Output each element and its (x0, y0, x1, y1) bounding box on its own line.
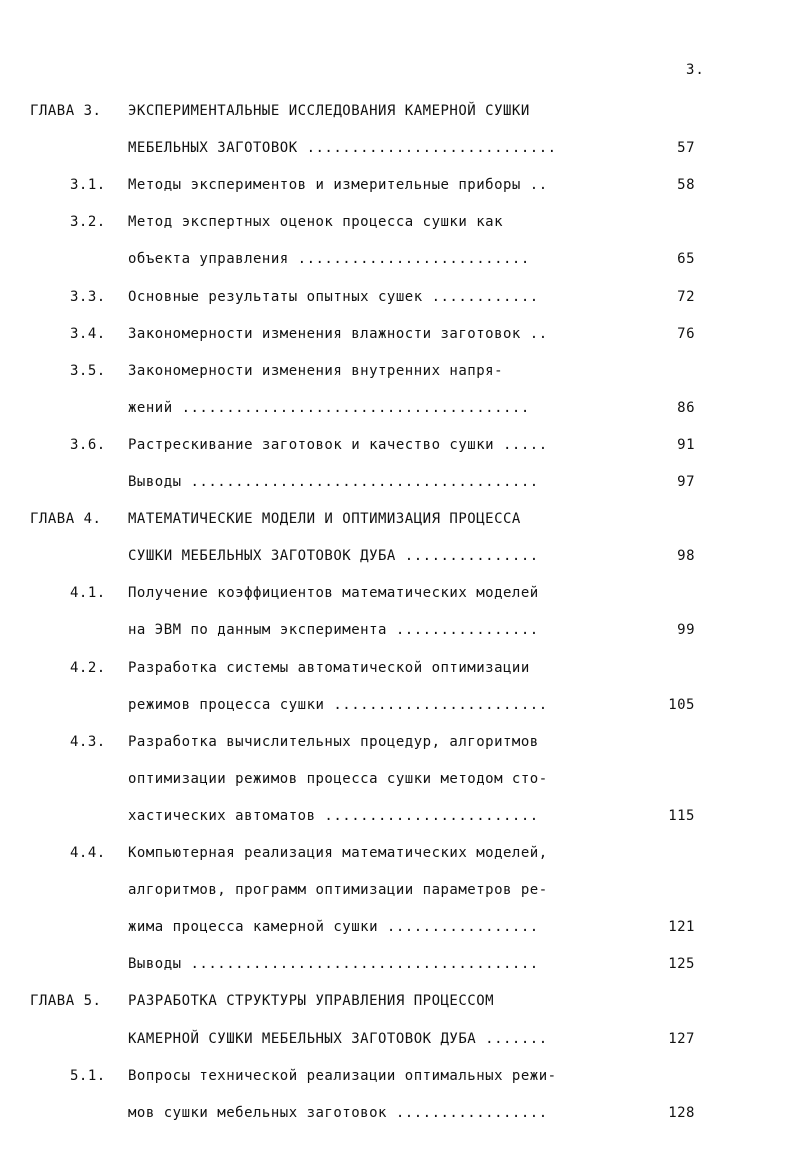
section-title: Закономерности изменения влажности заготовок .. (128, 325, 548, 342)
toc-continuation: Выводы ....................................... (128, 474, 539, 490)
section-title: Разработка вычислительных процедур, алгоритмов (128, 733, 539, 750)
toc-line (0, 101, 796, 121)
page-reference: 115 (668, 807, 695, 824)
page-reference: 97 (677, 474, 695, 490)
toc-line (0, 509, 796, 529)
toc-line (0, 695, 796, 715)
page-reference: 72 (677, 288, 695, 305)
toc-line (0, 769, 796, 789)
toc-line (0, 472, 796, 492)
section-number: 4.4. (70, 845, 106, 861)
toc-line (0, 324, 796, 344)
toc-line (0, 620, 796, 640)
toc-line (0, 843, 796, 863)
toc-line (0, 138, 796, 158)
toc-line (0, 212, 796, 232)
section-title: Вопросы технической реализации оптимальных режи- (128, 1067, 557, 1084)
section-number: 3.6. (70, 436, 106, 453)
section-title: Компьютерная реализация математических моделей, (128, 845, 548, 861)
toc-line (0, 287, 796, 307)
toc-continuation: хастических автоматов ........................ (128, 807, 539, 824)
toc-continuation: оптимизации режимов процесса сушки методом сто- (128, 770, 548, 787)
toc-line (0, 658, 796, 678)
page-reference: 98 (677, 548, 695, 565)
toc-line (0, 732, 796, 752)
page-reference: 65 (677, 251, 695, 268)
toc-continuation: алгоритмов, программ оптимизации параметров ре- (128, 882, 548, 899)
section-number: 4.1. (70, 585, 106, 602)
page-reference: 86 (677, 399, 695, 416)
toc-continuation: МЕБЕЛЬНЫХ ЗАГОТОВОК ............................ (128, 140, 557, 157)
toc-continuation: СУШКИ МЕБЕЛЬНЫХ ЗАГОТОВОК ДУБА ............... (128, 548, 539, 565)
chapter-title: РАЗРАБОТКА СТРУКТУРЫ УПРАВЛЕНИЯ ПРОЦЕССОМ (128, 993, 495, 1010)
page-reference: 121 (668, 919, 695, 936)
page-reference: 58 (677, 177, 695, 194)
toc-line (0, 991, 796, 1011)
toc-line (0, 1066, 796, 1086)
chapter-label: ГЛАВА 3. (30, 103, 102, 119)
page-reference: 91 (677, 436, 695, 453)
section-number: 3.1. (70, 177, 106, 194)
page-reference: 105 (668, 696, 695, 713)
section-number: 3.2. (70, 214, 106, 231)
toc-line (0, 954, 796, 974)
toc-line (0, 546, 796, 566)
toc-continuation: Выводы ....................................... (128, 956, 539, 973)
toc-continuation: мов сушки мебельных заготовок ................. (128, 1104, 548, 1121)
toc-line (0, 435, 796, 455)
section-title: Получение коэффициентов математических моделей (128, 585, 539, 602)
toc-line (0, 249, 796, 269)
page-reference: 127 (668, 1030, 695, 1047)
section-title: Закономерности изменения внутренних напря- (128, 362, 504, 379)
toc-line (0, 917, 796, 937)
toc-continuation: КАМЕРНОЙ СУШКИ МЕБЕЛЬНЫХ ЗАГОТОВОК ДУБА ....... (128, 1030, 548, 1047)
toc-continuation: режимов процесса сушки ........................ (128, 696, 548, 713)
page-reference: 99 (677, 622, 695, 639)
section-number: 5.1. (70, 1067, 106, 1084)
chapter-label: ГЛАВА 5. (30, 993, 102, 1010)
section-title: Метод экспертных оценок процесса сушки как (128, 214, 504, 231)
toc-line (0, 806, 796, 826)
toc-line (0, 175, 796, 195)
section-number: 3.4. (70, 325, 106, 342)
chapter-title: ЭКСПЕРИМЕНТАЛЬНЫЕ ИССЛЕДОВАНИЯ КАМЕРНОЙ СУШКИ (128, 103, 530, 119)
toc-continuation: на ЭВМ по данным эксперимента ................ (128, 622, 539, 639)
section-title: Методы экспериментов и измерительные приборы .. (128, 177, 548, 194)
section-title: Разработка системы автоматической оптимизации (128, 659, 530, 676)
page-reference: 76 (677, 325, 695, 342)
section-number: 3.3. (70, 288, 106, 305)
section-number: 4.3. (70, 733, 106, 750)
chapter-label: ГЛАВА 4. (30, 511, 102, 528)
section-title: Основные результаты опытных сушек ............ (128, 288, 539, 305)
page-reference: 125 (668, 956, 695, 973)
toc-line (0, 880, 796, 900)
page-reference: 128 (668, 1104, 695, 1121)
page-number: 3. (686, 62, 705, 78)
toc-line (0, 583, 796, 603)
toc-continuation: жима процесса камерной сушки ................. (128, 919, 539, 936)
toc-continuation: объекта управления .......................... (128, 251, 530, 268)
toc-line (0, 1103, 796, 1123)
section-number: 3.5. (70, 362, 106, 379)
section-title: Растрескивание заготовок и качество сушки ..... (128, 436, 548, 453)
toc-line (0, 398, 796, 418)
page-reference: 57 (677, 140, 695, 157)
toc-line (0, 361, 796, 381)
section-number: 4.2. (70, 659, 106, 676)
chapter-title: МАТЕМАТИЧЕСКИЕ МОДЕЛИ И ОПТИМИЗАЦИЯ ПРОЦЕССА (128, 511, 521, 528)
toc-continuation: жений ....................................... (128, 399, 530, 416)
toc-line (0, 1029, 796, 1049)
